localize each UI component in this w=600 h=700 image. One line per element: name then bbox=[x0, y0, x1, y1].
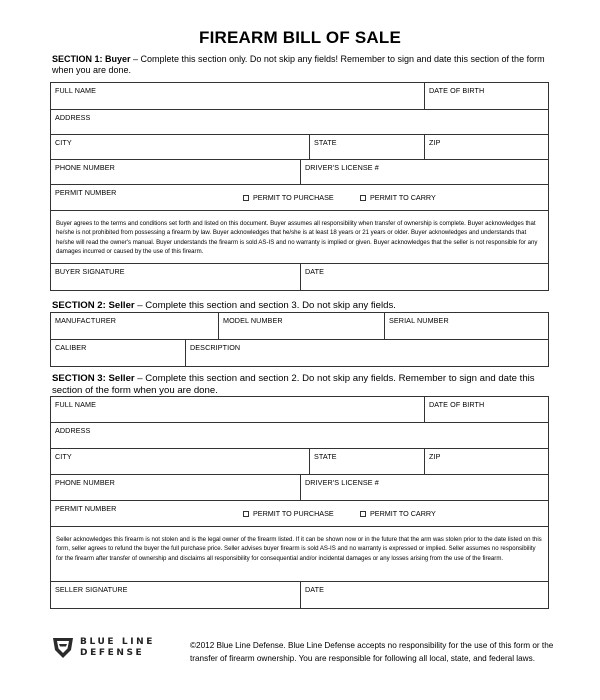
model-number-label: MODEL NUMBER bbox=[223, 316, 283, 325]
section2-heading bbox=[52, 300, 562, 312]
seller-permit-to-purchase-label: PERMIT TO PURCHASE bbox=[253, 509, 334, 518]
section3-heading-text: – Complete this section and section 2. Do not skip any fields. Remember to sign and date this section of the form when you are done. bbox=[52, 373, 535, 396]
seller-state-field[interactable] bbox=[309, 449, 424, 474]
seller-license-field[interactable] bbox=[300, 475, 548, 500]
buyer-row-permit bbox=[51, 185, 548, 211]
seller-dob-label: DATE OF BIRTH bbox=[429, 400, 485, 409]
section3-heading bbox=[52, 373, 562, 396]
buyer-phone-label: PHONE NUMBER bbox=[55, 163, 115, 172]
seller-signature-label: SELLER SIGNATURE bbox=[55, 585, 128, 594]
buyer-permit-field[interactable] bbox=[51, 185, 548, 210]
seller-phone-label: PHONE NUMBER bbox=[55, 478, 115, 487]
buyer-state-field[interactable] bbox=[309, 135, 424, 159]
buyer-row-name bbox=[51, 83, 548, 110]
checkbox-icon bbox=[243, 195, 249, 201]
buyer-phone-field[interactable] bbox=[51, 160, 300, 184]
buyer-license-field[interactable] bbox=[300, 160, 548, 184]
description-field[interactable] bbox=[185, 340, 548, 366]
seller-row-name bbox=[51, 397, 548, 423]
buyer-permit-to-carry-checkbox[interactable] bbox=[360, 193, 436, 202]
checkbox-icon bbox=[243, 511, 249, 517]
seller-permit-label: PERMIT NUMBER bbox=[55, 504, 117, 513]
buyer-state-label: STATE bbox=[314, 138, 337, 147]
buyer-agreement-text: Buyer agrees to the terms and conditions set forth and listed on this document. Buyer assumes all responsibility when transfer of ownership is complete. Buyer acknowledges that he/she is not prohibited from possessing a firearm by law. Buyer acknowledges that he/she is at least 18 years or 21 years or older. Buyer acknowledges and understands that he/she will read the owner's manual. Buyer understands the firearm is sold AS-IS and no warranty is implied or given. Buyer acknowledges that the seller is not responsible for any damages incurred or caused by the use of this firearm. bbox=[56, 220, 538, 255]
seller-row-phone bbox=[51, 475, 548, 501]
seller-city-label: CITY bbox=[55, 452, 72, 461]
checkbox-icon bbox=[360, 195, 366, 201]
seller-date-field[interactable] bbox=[300, 582, 548, 608]
firearm-row-ids bbox=[51, 313, 548, 340]
buyer-zip-field[interactable] bbox=[424, 135, 548, 159]
seller-permit-to-purchase-checkbox[interactable] bbox=[243, 509, 334, 518]
seller-permit-field[interactable] bbox=[51, 501, 548, 526]
buyer-address-field[interactable] bbox=[51, 110, 548, 134]
seller-full-name-label: FULL NAME bbox=[55, 400, 96, 409]
seller-dob-field[interactable] bbox=[424, 397, 548, 422]
buyer-row-city bbox=[51, 135, 548, 160]
seller-permit-to-carry-checkbox[interactable] bbox=[360, 509, 436, 518]
copyright-notice: ©2012 Blue Line Defense. Blue Line Defense accepts no responsibility for the use of this form or the transfer of firearm ownership. You are responsible for following all local, state, and federal laws. bbox=[190, 641, 554, 663]
seller-city-field[interactable] bbox=[51, 449, 309, 474]
buyer-row-signature bbox=[51, 264, 548, 291]
seller-phone-field[interactable] bbox=[51, 475, 300, 500]
section1-heading bbox=[52, 54, 562, 76]
seller-license-label: DRIVER'S LICENSE # bbox=[305, 478, 379, 487]
buyer-dob-field[interactable] bbox=[424, 83, 548, 109]
seller-form bbox=[50, 396, 549, 609]
buyer-permit-label: PERMIT NUMBER bbox=[55, 188, 117, 197]
buyer-date-label: DATE bbox=[305, 267, 325, 276]
seller-zip-field[interactable] bbox=[424, 449, 548, 474]
seller-state-label: STATE bbox=[314, 452, 337, 461]
buyer-permit-to-purchase-checkbox[interactable] bbox=[243, 193, 334, 202]
logo-line2: DEFENSE bbox=[80, 648, 145, 658]
section1-heading-text: – Complete this section only. Do not skip any fields! Remember to sign and date this section of the form when you are done. bbox=[52, 54, 545, 75]
checkbox-icon bbox=[360, 511, 366, 517]
section1-heading-bold: SECTION 1: Buyer bbox=[52, 54, 131, 64]
shield-icon bbox=[50, 636, 76, 660]
buyer-address-label: ADDRESS bbox=[55, 113, 91, 122]
buyer-row-phone bbox=[51, 160, 548, 185]
manufacturer-field[interactable] bbox=[51, 313, 218, 339]
caliber-label: CALIBER bbox=[55, 343, 87, 352]
buyer-form bbox=[50, 82, 549, 291]
blue-line-defense-logo bbox=[50, 636, 160, 662]
seller-date-label: DATE bbox=[305, 585, 325, 594]
seller-permit-to-carry-label: PERMIT TO CARRY bbox=[370, 509, 436, 518]
buyer-full-name-field[interactable] bbox=[51, 83, 424, 109]
model-number-field[interactable] bbox=[218, 313, 384, 339]
description-label: DESCRIPTION bbox=[190, 343, 241, 352]
seller-row-agreement bbox=[51, 527, 548, 582]
section3-heading-bold: SECTION 3: Seller bbox=[52, 373, 135, 384]
caliber-field[interactable] bbox=[51, 340, 185, 366]
section2-heading-bold: SECTION 2: Seller bbox=[52, 300, 135, 311]
manufacturer-label: MANUFACTURER bbox=[55, 316, 117, 325]
buyer-date-field[interactable] bbox=[300, 264, 548, 290]
seller-row-permit bbox=[51, 501, 548, 527]
seller-signature-field[interactable] bbox=[51, 582, 300, 608]
buyer-full-name-label: FULL NAME bbox=[55, 86, 96, 95]
buyer-city-label: CITY bbox=[55, 138, 72, 147]
buyer-permit-to-carry-label: PERMIT TO CARRY bbox=[370, 193, 436, 202]
seller-address-label: ADDRESS bbox=[55, 426, 91, 435]
firearm-form bbox=[50, 312, 549, 367]
buyer-signature-label: BUYER SIGNATURE bbox=[55, 267, 125, 276]
section2-heading-text: – Complete this section and section 3. Do not skip any fields. bbox=[134, 300, 396, 311]
buyer-row-agreement bbox=[51, 211, 548, 264]
seller-row-city bbox=[51, 449, 548, 475]
firearm-row-desc bbox=[51, 340, 548, 367]
buyer-license-label: DRIVER'S LICENSE # bbox=[305, 163, 379, 172]
serial-number-label: SERIAL NUMBER bbox=[389, 316, 449, 325]
buyer-city-field[interactable] bbox=[51, 135, 309, 159]
buyer-dob-label: DATE OF BIRTH bbox=[429, 86, 485, 95]
serial-number-field[interactable] bbox=[384, 313, 548, 339]
logo-line1: BLUE LINE bbox=[80, 637, 156, 647]
seller-agreement-text: Seller acknowledges this firearm is not stolen and is the legal owner of the firearm listed. If it can be shown now or in the future that the arm was stolen prior to the date listed on this form, seller agrees to refund the buyer the full purchase price. Seller advises buyer firearm is sold AS-IS and no warranty is expressed or implied. Seller assumes no responsibility for the firearm after transfer of ownership and disclaims all responsibility for consequential and/or incidental damages or any losses arising from the use of the firearm. bbox=[56, 536, 542, 562]
buyer-signature-field[interactable] bbox=[51, 264, 300, 290]
seller-row-signature bbox=[51, 582, 548, 609]
seller-row-address bbox=[51, 423, 548, 449]
page-title: FIREARM BILL OF SALE bbox=[198, 28, 401, 47]
seller-full-name-field[interactable] bbox=[51, 397, 424, 422]
buyer-row-address bbox=[51, 110, 548, 135]
buyer-zip-label: ZIP bbox=[429, 138, 441, 147]
buyer-permit-to-purchase-label: PERMIT TO PURCHASE bbox=[253, 193, 334, 202]
seller-address-field[interactable] bbox=[51, 423, 548, 448]
seller-zip-label: ZIP bbox=[429, 452, 441, 461]
